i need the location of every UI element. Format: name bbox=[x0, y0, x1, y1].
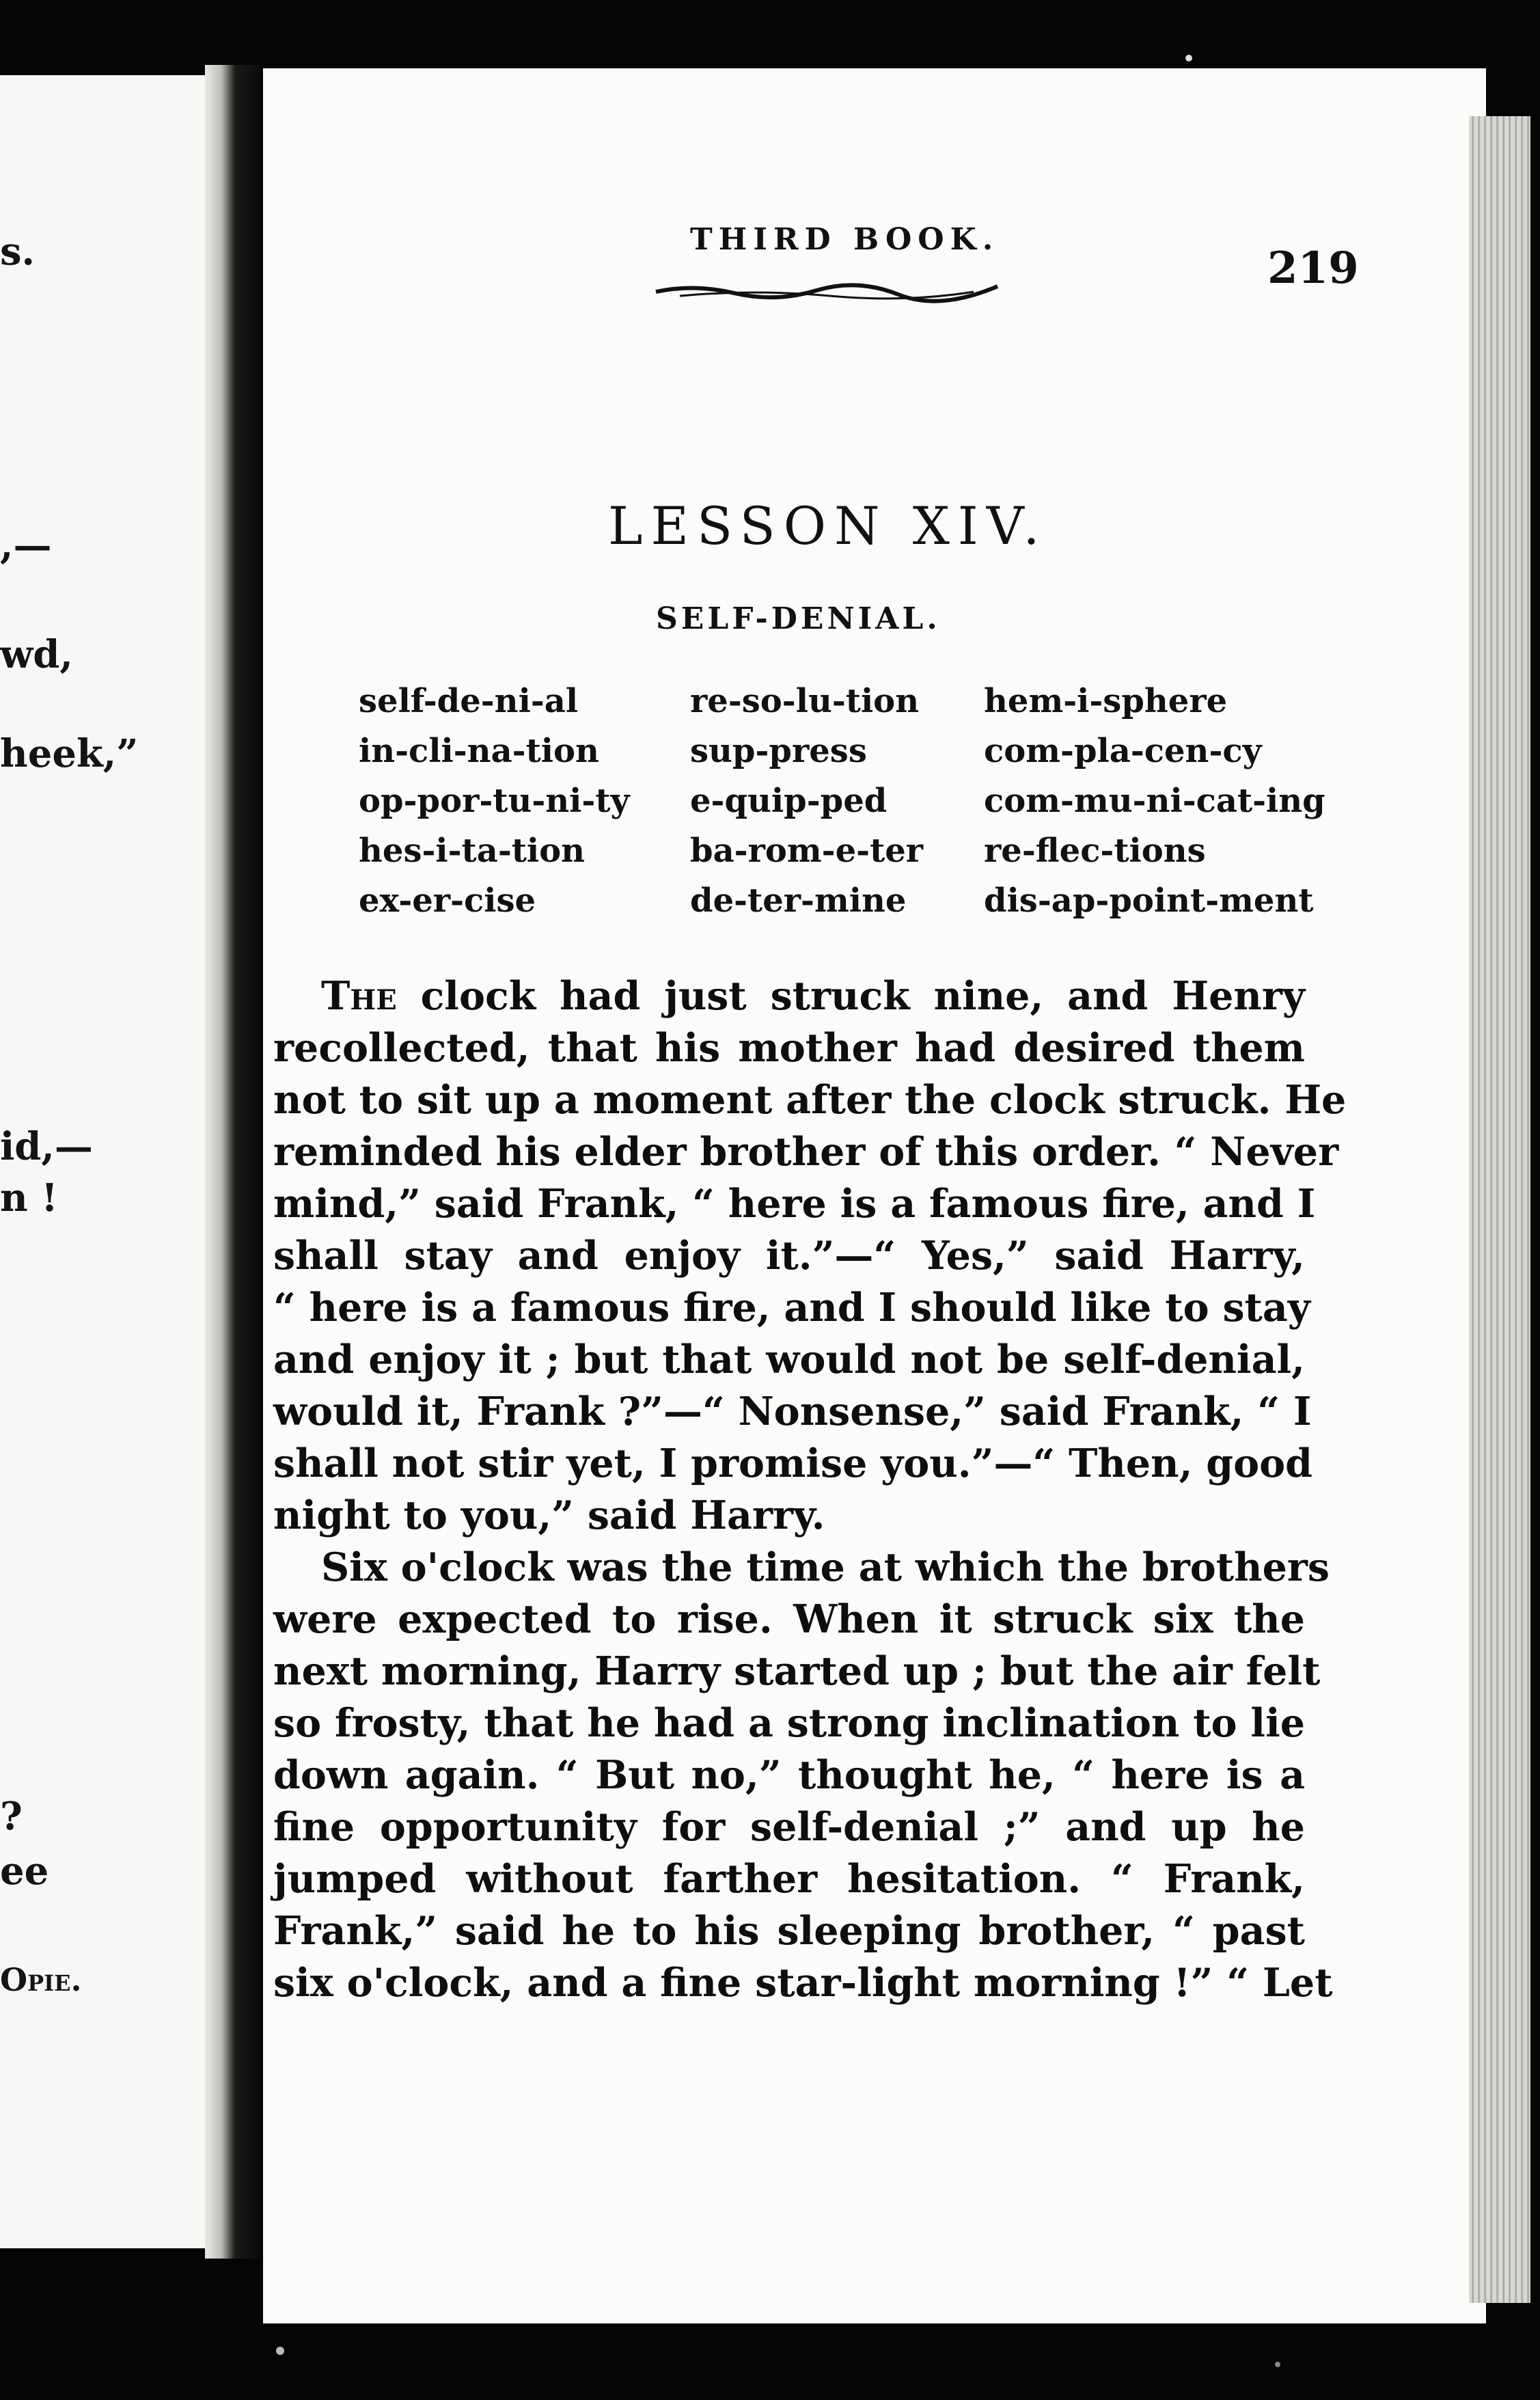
vocab-word: ba-rom-e-ter bbox=[690, 832, 924, 870]
vocabulary-column-2 bbox=[690, 677, 923, 926]
vocabulary-column-1 bbox=[359, 677, 629, 926]
left-fragment-8: ee bbox=[0, 1849, 49, 1894]
left-fragment-5: id,— bbox=[0, 1124, 93, 1169]
lead-word: The bbox=[321, 973, 397, 1019]
text-line: were expected to rise. When it struck six the bbox=[273, 1596, 1305, 1642]
text-line: six o'clock, and a fine star-light morning !” “ Let bbox=[273, 1960, 1333, 2006]
text-line: and enjoy it ; but that would not be self-denial, bbox=[273, 1337, 1305, 1382]
left-fragment-6: n ! bbox=[0, 1175, 58, 1221]
vocabulary-column-3 bbox=[984, 677, 1325, 926]
vocab-word: hem-i-sphere bbox=[984, 682, 1228, 720]
text-line: shall not stir yet, I promise you.”—“ Then, good bbox=[273, 1441, 1313, 1486]
paragraph-2 bbox=[273, 1542, 1333, 2009]
text-line: mind,” said Frank, “ here is a famous fire, and I bbox=[273, 1181, 1316, 1227]
left-fragment-3: wd, bbox=[0, 632, 73, 677]
left-page-fragment bbox=[0, 75, 205, 2248]
text-line: shall stay and enjoy it.”—“ Yes,” said Harry, bbox=[273, 1233, 1305, 1279]
left-fragment-author: Opie. bbox=[0, 1961, 82, 1998]
left-fragment-2: ,— bbox=[0, 523, 52, 568]
vocab-word: e-quip-ped bbox=[690, 782, 888, 820]
vocab-word: ex-er-cise bbox=[359, 882, 536, 920]
vocab-word: self-de-ni-al bbox=[359, 682, 579, 720]
left-fragment-1: s. bbox=[0, 229, 36, 274]
page-edge bbox=[1469, 116, 1530, 2303]
lesson-title: LESSON XIV. bbox=[608, 495, 1048, 556]
vocab-word: hes-i-ta-tion bbox=[359, 832, 586, 870]
text-line: fine opportunity for self-denial ;” and up he bbox=[273, 1804, 1305, 1850]
left-fragment-4: heek,” bbox=[0, 731, 139, 776]
text-line: next morning, Harry started up ; but the air felt bbox=[273, 1648, 1321, 1694]
vocab-word: op-por-tu-ni-ty bbox=[359, 782, 630, 820]
text-line: not to sit up a moment after the clock struck. He bbox=[273, 1077, 1347, 1123]
text-line: would it, Frank ?”—“ Nonsense,” said Frank, “ I bbox=[273, 1389, 1312, 1434]
vocab-word: com-pla-cen-cy bbox=[984, 732, 1262, 770]
ornamental-rule bbox=[652, 277, 1001, 304]
paragraph-1 bbox=[273, 970, 1347, 1542]
page-number: 219 bbox=[1267, 243, 1359, 294]
vocab-word: de-ter-mine bbox=[690, 882, 907, 920]
lesson-subtitle: SELF-DENIAL. bbox=[656, 601, 941, 636]
vocab-word: com-mu-ni-cat-ing bbox=[984, 782, 1325, 820]
text-line: Frank,” said he to his sleeping brother, “ past bbox=[273, 1908, 1305, 1954]
text-line: recollected, that his mother had desired them bbox=[273, 1025, 1305, 1071]
text-line: reminded his elder brother of this order. “ Never bbox=[273, 1129, 1339, 1175]
text-line: night to you,” said Harry. bbox=[273, 1492, 825, 1538]
text-line: “ here is a famous fire, and I should like to stay bbox=[273, 1285, 1310, 1331]
vocab-word: sup-press bbox=[690, 732, 867, 770]
lesson-body bbox=[273, 970, 1347, 2009]
text-line: so frosty, that he had a strong inclination to lie bbox=[273, 1700, 1305, 1746]
text-line: Six o'clock was the time at which the brothers bbox=[321, 1544, 1330, 1590]
vocab-word: in-cli-na-tion bbox=[359, 732, 599, 770]
vocab-word: re-flec-tions bbox=[984, 832, 1206, 870]
text-line-rest: clock had just struck nine, and Henry bbox=[396, 973, 1305, 1019]
text-line bbox=[273, 970, 1305, 1022]
running-head: THIRD BOOK. bbox=[690, 222, 1000, 257]
vocab-word: dis-ap-point-ment bbox=[984, 882, 1314, 920]
vocab-word: re-so-lu-tion bbox=[690, 682, 920, 720]
text-line: down again. “ But no,” thought he, “ here is a bbox=[273, 1752, 1305, 1798]
book-gutter bbox=[205, 65, 260, 2259]
text-line: jumped without farther hesitation. “ Frank, bbox=[273, 1856, 1305, 1902]
left-fragment-7: ? bbox=[0, 1794, 23, 1839]
